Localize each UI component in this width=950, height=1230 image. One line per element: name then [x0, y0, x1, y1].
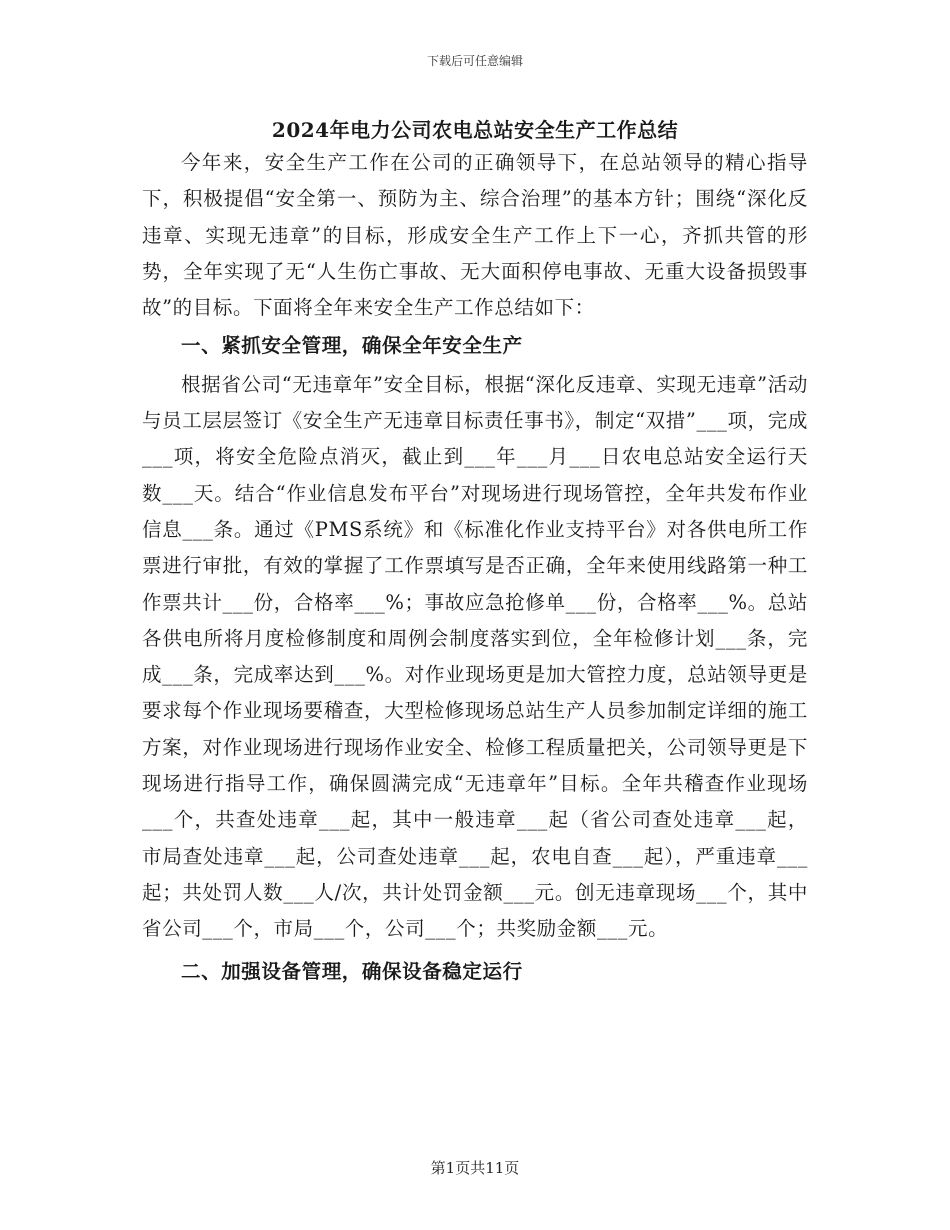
section-2-heading: 二、加强设备管理，确保设备稳定运行 [181, 959, 523, 983]
document-body [142, 145, 808, 990]
section-1-paragraph: 根据省公司“无违章年”安全目标，根据“深化反违章、实现无违章”活动与员工层层签订《安全生产无违章目标责任事书》，制定“双措”___项，完成___项，将安全危险点消灭，截止到___年___月___日农电总站安全运行天数___天。结合“作业信息发布平台”对现场进行现场管控，全年共发布作业信息___条。通过《PMS系统》和《标准化作业支持平台》对各供电所工作票进行审批，有效的掌握了工作票填写是否正确，全年来使用线路第一种工作票共计___份，合格率___%；事故应急抢修单___份，合格率___%。总站各供电所将月度检修制度和周例会制度落实到位，全年检修计划___条，完成___条，完成率达到___%。对作业现场更是加大管控力度，总站领导更是要求每个作业现场要稽查，大型检修现场总站生产人员参加制定详细的施工方案，对作业现场进行现场作业安全、检修工程质量把关，公司领导更是下现场进行指导工作，确保圆满完成“无违章年”目标。全年共稽查作业现场___个，共查处违章___起，其中一般违章___起（省公司查处违章___起，市局查处违章___起，公司查处违章___起，农电自查___起），严重违章___起；共处罚人数___人/次，共计处罚金额___元。创无违章现场___个，其中省公司___个，市局___个，公司___个；共奖励金额___元。 [142, 372, 808, 941]
section-1-heading: 一、紧抓安全管理，确保全年安全生产 [181, 334, 523, 358]
page-footer: 第1页共11页 [430, 1159, 520, 1177]
intro-paragraph: 今年来，安全生产工作在公司的正确领导下，在总站领导的精心指导下，积极提倡“安全第一、预防为主、综合治理”的基本方针；围绕“深化反违章、实现无违章”的目标，形成安全生产工作上下一心，齐抓共管的形势，全年实现了无“人生伤亡事故、无大面积停电事故、无重大设备损毁事故”的目标。下面将全年来安全生产工作总结如下： [142, 151, 808, 320]
document-title: 2024年电力公司农电总站安全生产工作总结 [271, 118, 679, 142]
header-note: 下载后可任意编辑 [426, 54, 523, 68]
